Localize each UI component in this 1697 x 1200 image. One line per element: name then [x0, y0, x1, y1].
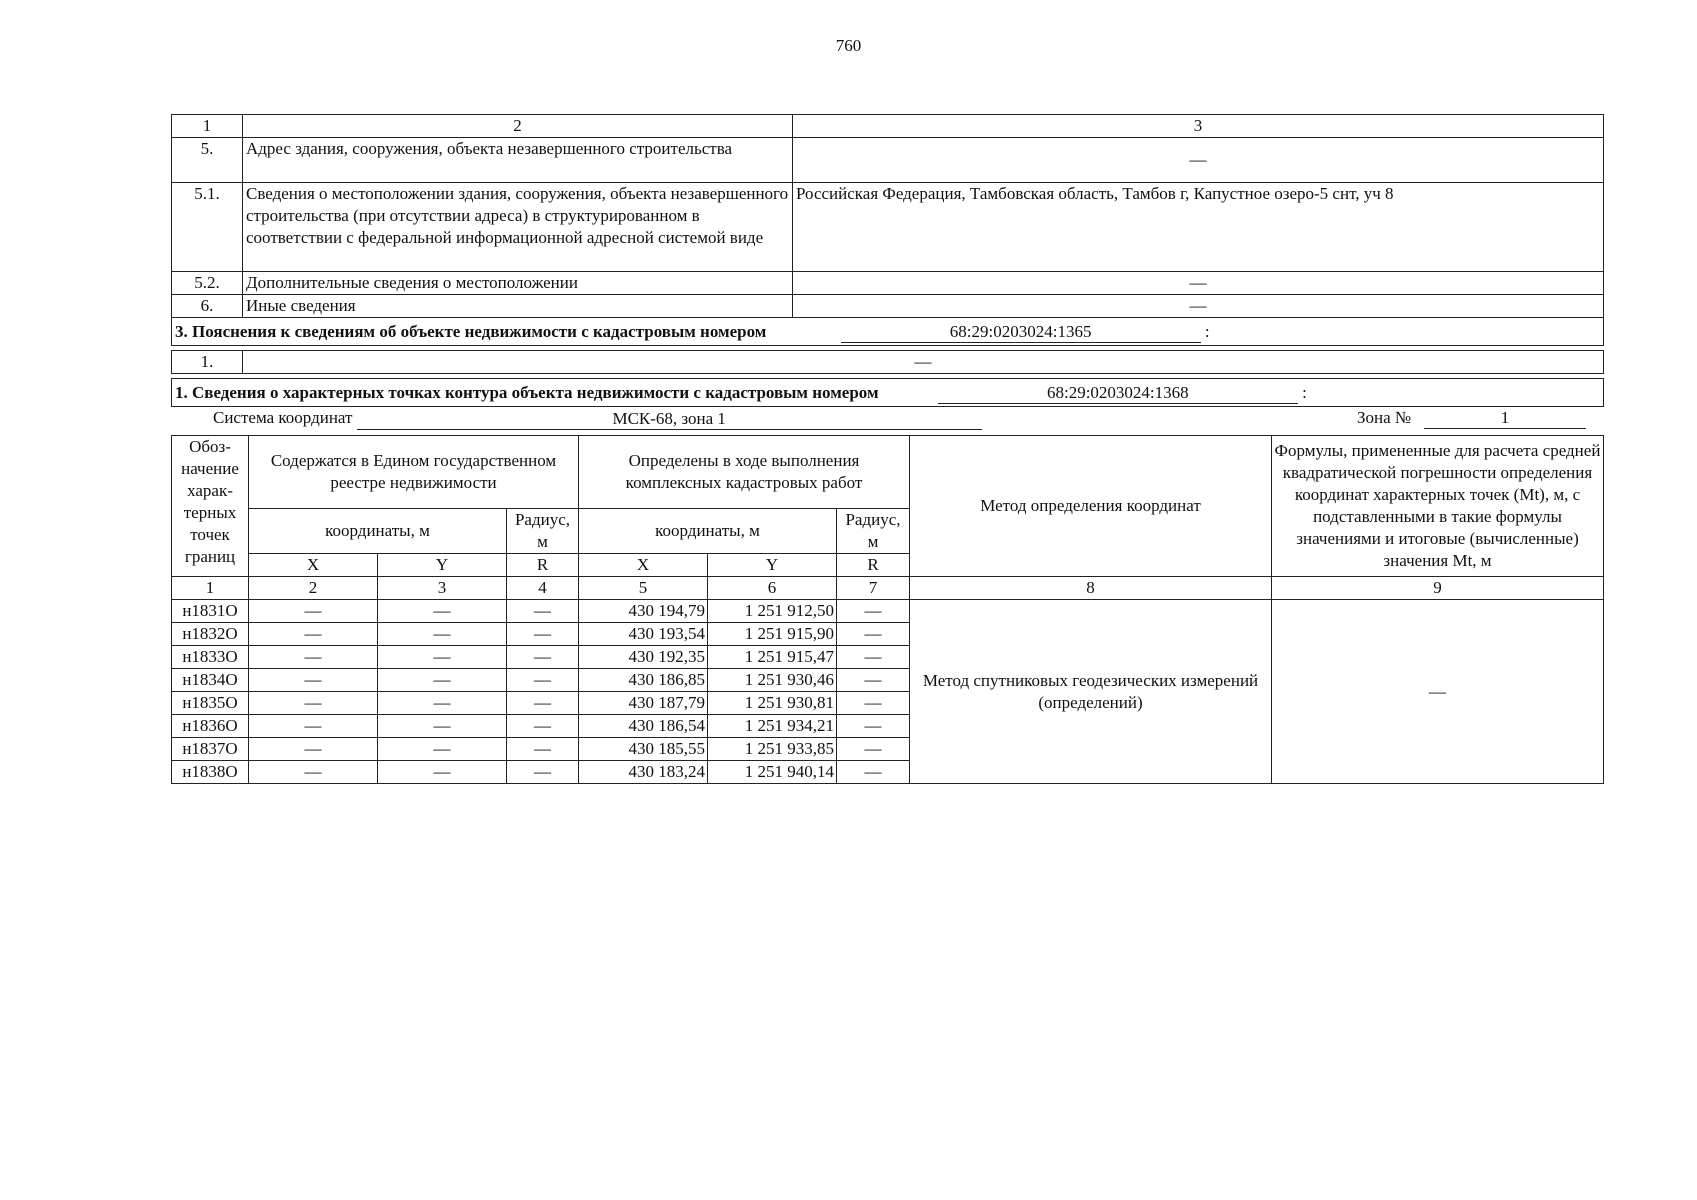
method-value: Метод спутниковых геодезических измерений (определений): [910, 600, 1272, 784]
x-old: —: [249, 738, 378, 761]
col-number: 1: [172, 577, 249, 600]
table-row: [172, 295, 1604, 318]
point-id: н1834О: [172, 669, 249, 692]
header-y: Y: [708, 554, 837, 577]
page-number: 760: [835, 36, 862, 55]
section1-cadastral-number: 68:29:0203024:1368: [938, 383, 1298, 404]
y-old: —: [378, 669, 507, 692]
col-number: 7: [837, 577, 910, 600]
col-number: 3: [378, 577, 507, 600]
header-egrn: Содержатся в Едином государственном реестре недвижимости: [249, 436, 579, 509]
section3-cadastral-number: 68:29:0203024:1365: [841, 322, 1201, 343]
y-new: 1 251 940,14: [708, 761, 837, 784]
coord-system-value: МСК-68, зона 1: [357, 409, 982, 430]
col-number: 2: [243, 115, 793, 138]
x-old: —: [249, 623, 378, 646]
point-id: н1831О: [172, 600, 249, 623]
y-old: —: [378, 623, 507, 646]
section1-header-row: [172, 379, 1604, 407]
section3-row: [172, 351, 1604, 374]
header-coords: координаты, м: [579, 509, 837, 554]
x-old: —: [249, 761, 378, 784]
x-old: —: [249, 600, 378, 623]
x-new: 430 186,54: [579, 715, 708, 738]
y-old: —: [378, 600, 507, 623]
header-r: R: [507, 554, 579, 577]
y-old: —: [378, 715, 507, 738]
section3-header-row: [172, 318, 1604, 346]
r-old: —: [507, 692, 579, 715]
r-old: —: [507, 738, 579, 761]
row-value: —: [793, 295, 1604, 318]
r-new: —: [837, 600, 910, 623]
y-new: 1 251 930,46: [708, 669, 837, 692]
header-formulas: Формулы, примененные для расчета средней квадратической погрешности определения координат характерных точек (Mt), м, с подставленными в такие формулы значениями и итоговые (вычисленные) значения Mt, м: [1272, 436, 1604, 577]
row-value: —: [243, 351, 1604, 374]
section1-colon: :: [1302, 382, 1307, 402]
column-number-row: [172, 577, 1604, 600]
x-new: 430 193,54: [579, 623, 708, 646]
row-value: Российская Федерация, Тамбовская область, Тамбов г, Капустное озеро-5 снт, уч 8: [793, 183, 1604, 272]
row-number: 1.: [172, 351, 243, 374]
point-id: н1837О: [172, 738, 249, 761]
characteristic-points-table: [171, 435, 1604, 784]
col-number: 5: [579, 577, 708, 600]
object-info-table: [171, 114, 1604, 407]
row-label: Адрес здания, сооружения, объекта незавершенного строительства: [243, 138, 793, 183]
col-number: 3: [793, 115, 1604, 138]
r-new: —: [837, 761, 910, 784]
r-new: —: [837, 738, 910, 761]
section3-colon: :: [1204, 321, 1210, 341]
point-id: н1838О: [172, 761, 249, 784]
col-number: 2: [249, 577, 378, 600]
r-old: —: [507, 623, 579, 646]
row-number: 5.1.: [172, 183, 243, 272]
header-designation: Обоз-начение харак-терных точек границ: [172, 436, 249, 577]
point-id: н1835О: [172, 692, 249, 715]
row-number: 5.2.: [172, 272, 243, 295]
zone-value: 1: [1424, 408, 1586, 429]
header-r: R: [837, 554, 910, 577]
r-old: —: [507, 669, 579, 692]
x-old: —: [249, 669, 378, 692]
coordinate-system-row: [171, 406, 1603, 434]
table-row: [172, 272, 1604, 295]
x-new: 430 183,24: [579, 761, 708, 784]
col-number: 6: [708, 577, 837, 600]
r-new: —: [837, 646, 910, 669]
header-x: X: [249, 554, 378, 577]
coord-system-label: Система координат: [213, 408, 353, 427]
r-new: —: [837, 715, 910, 738]
table-row: [172, 600, 1604, 623]
col-number: 4: [507, 577, 579, 600]
x-new: 430 194,79: [579, 600, 708, 623]
r-old: —: [507, 646, 579, 669]
section3-title: 3. Пояснения к сведениям об объекте недвижимости с кадастровым номером: [175, 321, 767, 341]
row-label: Сведения о местоположении здания, сооружения, объекта незавершенного строительства (при отсутствии адреса) в структурированном в соответствии с федеральной информационной адресной системой виде: [243, 183, 793, 272]
r-old: —: [507, 715, 579, 738]
col-number: 9: [1272, 577, 1604, 600]
x-old: —: [249, 646, 378, 669]
table-row: [172, 183, 1604, 272]
row-value: —: [793, 138, 1604, 183]
y-new: 1 251 912,50: [708, 600, 837, 623]
row-label: Дополнительные сведения о местоположении: [243, 272, 793, 295]
y-new: 1 251 915,90: [708, 623, 837, 646]
x-new: 430 186,85: [579, 669, 708, 692]
y-old: —: [378, 738, 507, 761]
y-new: 1 251 930,81: [708, 692, 837, 715]
header-kkr: Определены в ходе выполнения комплексных кадастровых работ: [579, 436, 910, 509]
point-id: н1832О: [172, 623, 249, 646]
x-old: —: [249, 692, 378, 715]
column-number-row: [172, 115, 1604, 138]
x-new: 430 185,55: [579, 738, 708, 761]
header-radius: Радиус, м: [837, 509, 910, 554]
header-x: X: [579, 554, 708, 577]
x-old: —: [249, 715, 378, 738]
point-id: н1836О: [172, 715, 249, 738]
y-new: 1 251 934,21: [708, 715, 837, 738]
header-radius: Радиус, м: [507, 509, 579, 554]
x-new: 430 192,35: [579, 646, 708, 669]
header-y: Y: [378, 554, 507, 577]
header-method: Метод определения координат: [910, 436, 1272, 577]
row-label: Иные сведения: [243, 295, 793, 318]
r-new: —: [837, 623, 910, 646]
col-number: 1: [172, 115, 243, 138]
y-old: —: [378, 692, 507, 715]
r-old: —: [507, 600, 579, 623]
r-new: —: [837, 692, 910, 715]
table-row: [172, 138, 1604, 183]
zone-label: Зона №: [1357, 408, 1412, 427]
y-old: —: [378, 646, 507, 669]
x-new: 430 187,79: [579, 692, 708, 715]
y-old: —: [378, 761, 507, 784]
row-number: 5.: [172, 138, 243, 183]
col-number: 8: [910, 577, 1272, 600]
r-old: —: [507, 761, 579, 784]
section1-title: 1. Сведения о характерных точках контура объекта недвижимости с кадастровым номером: [175, 382, 879, 402]
row-number: 6.: [172, 295, 243, 318]
y-new: 1 251 933,85: [708, 738, 837, 761]
point-id: н1833О: [172, 646, 249, 669]
row-value: —: [793, 272, 1604, 295]
header-coords: координаты, м: [249, 509, 507, 554]
r-new: —: [837, 669, 910, 692]
formula-value: —: [1272, 600, 1604, 784]
y-new: 1 251 915,47: [708, 646, 837, 669]
